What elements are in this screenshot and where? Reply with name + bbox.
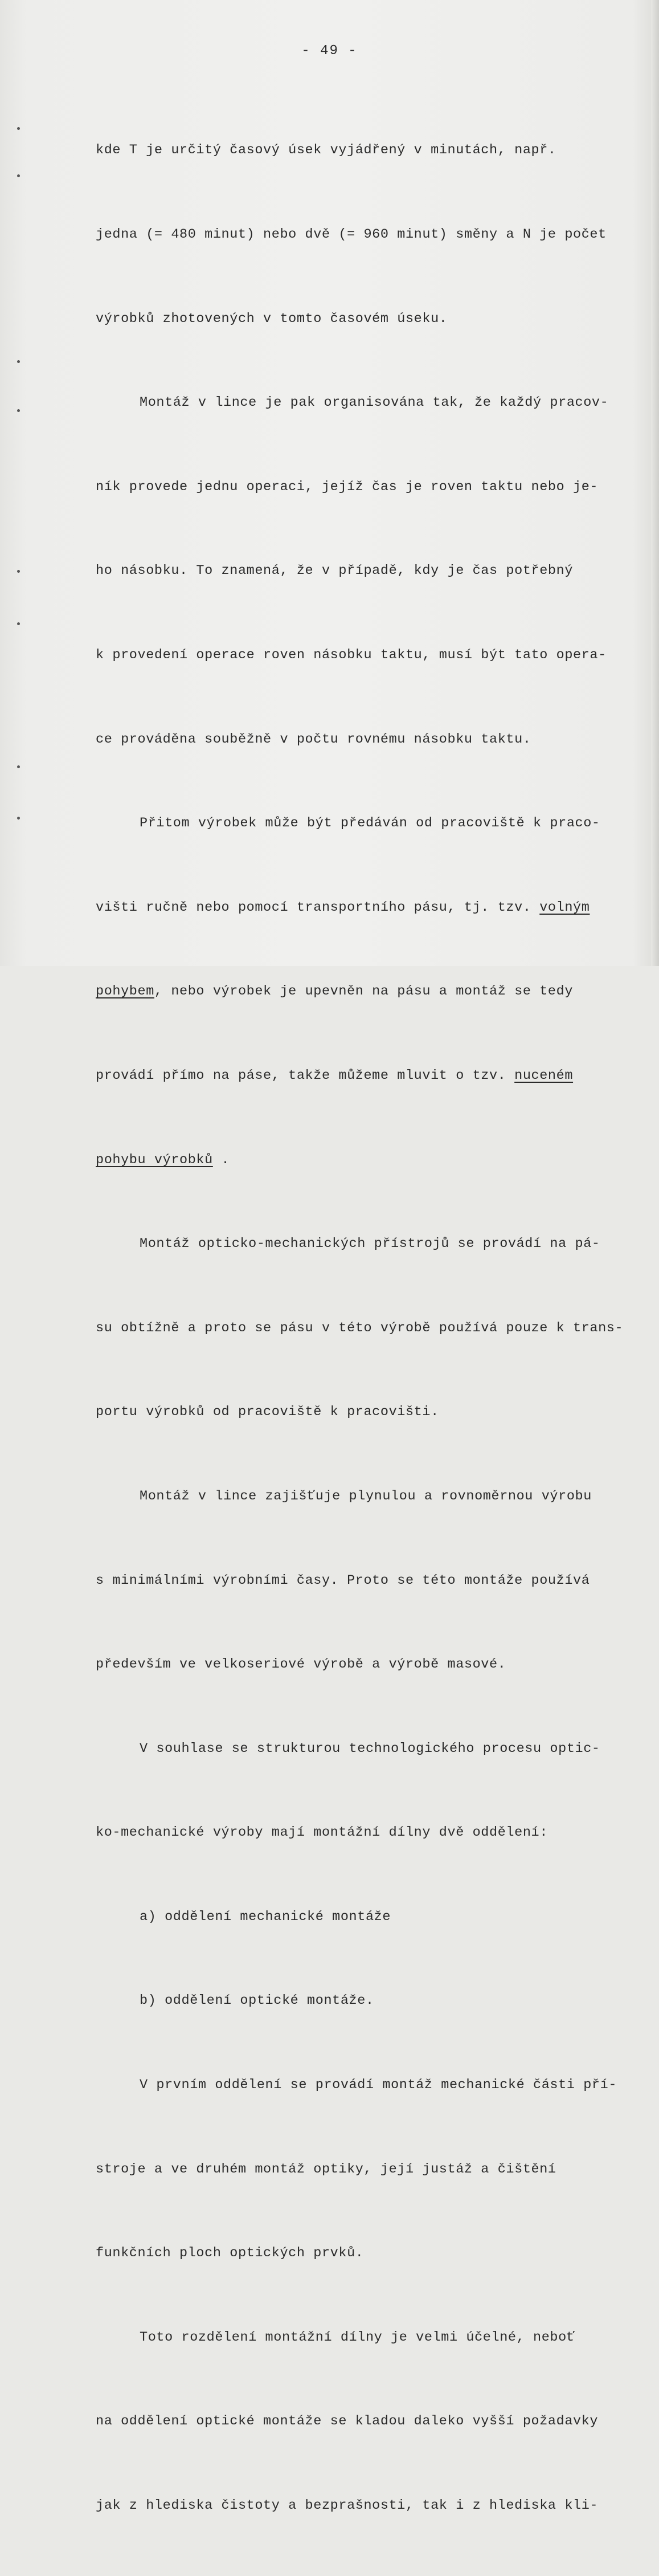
text-line: Přitom výrobek může být předáván od pracoviště k praco- (140, 816, 600, 832)
text-line: portu výrobků od pracoviště k pracovišti. (96, 1404, 439, 1420)
text-line: Toto rozdělení montážní dílny je velmi účelné, neboť (140, 2329, 575, 2345)
scan-edge (651, 0, 659, 966)
text-line (96, 1062, 642, 1090)
binder-hole (17, 174, 20, 177)
page-number: - 49 - (301, 43, 358, 59)
underlined-term: volným (539, 899, 590, 915)
text-line: především ve velkoseriové výrobě a výrobě masové. (96, 1657, 506, 1673)
binder-hole (17, 127, 20, 130)
body-text (96, 80, 642, 2576)
text-run: , nebo výrobek je upevněn na pásu a montáž se tedy (154, 984, 574, 1000)
text-line: výrobků zhotovených v tomto časovém úseku. (96, 311, 448, 327)
text-line: jak z hlediska čistoty a bezprašnosti, tak i z hlediska kli- (96, 2498, 599, 2514)
list-item: b) oddělení optické montáže. (140, 1993, 374, 2009)
underlined-term: nuceném (514, 1067, 574, 1083)
binder-hole (17, 622, 20, 625)
text-line: su obtížně a proto se pásu v této výrobě používá pouze k trans- (96, 1320, 624, 1336)
text-line: ce prováděna souběžně v počtu rovnému násobku taktu. (96, 731, 531, 747)
text-line: na oddělení optické montáže se kladou daleko vyšší požadavky (96, 2414, 599, 2430)
text-line: s minimálními výrobními časy. Proto se této montáže používá (96, 1572, 590, 1588)
text-line: jedna (= 480 minut) nebo dvě (= 960 minut) směny a N je počet (96, 227, 607, 242)
text-line: stroje a ve druhém montáž optiky, její justáž a čištění (96, 2161, 556, 2177)
underlined-term: pohybu výrobků (96, 1152, 213, 1168)
binder-hole (17, 409, 20, 412)
text-line (96, 894, 642, 922)
text-line (96, 977, 642, 1005)
text-run: višti ručně nebo pomocí transportního pásu, tj. tzv. (96, 899, 540, 915)
text-run: . (212, 1152, 230, 1168)
binder-hole (17, 360, 20, 363)
binder-hole (17, 765, 20, 768)
text-line: Montáž opticko-mechanických přístrojů se provádí na pá- (140, 1236, 600, 1252)
text-line: kde T je určitý časový úsek vyjádřený v minutách, např. (96, 142, 556, 158)
text-line: V souhlase se strukturou technologického procesu optic- (140, 1741, 600, 1756)
text-line: ho násobku. To znamená, že v případě, kdy je čas potřebný (96, 563, 574, 579)
text-run: provádí přímo na páse, takže můžeme mluvit o tzv. (96, 1067, 515, 1083)
text-line: funkčních ploch optických prvků. (96, 2245, 364, 2261)
underlined-term: pohybem (96, 984, 154, 1000)
text-line: ník provede jednu operaci, jejíž čas je roven taktu nebo je- (96, 479, 599, 495)
binder-hole (17, 570, 20, 573)
text-line: ko-mechanické výroby mají montážní dílny dvě oddělení: (96, 1825, 548, 1841)
text-line: k provedení operace roven násobku taktu, musí být tato opera- (96, 647, 607, 663)
list-item: a) oddělení mechanické montáže (140, 1909, 391, 1925)
binder-hole (17, 817, 20, 820)
text-line (96, 1146, 642, 1174)
text-line: V prvním oddělení se provádí montáž mechanické části pří- (140, 2077, 617, 2093)
text-line: Montáž v lince je pak organisována tak, že každý pracov- (140, 395, 609, 411)
text-line: Montáž v lince zajišťuje plynulou a rovnoměrnou výrobu (140, 1488, 592, 1504)
